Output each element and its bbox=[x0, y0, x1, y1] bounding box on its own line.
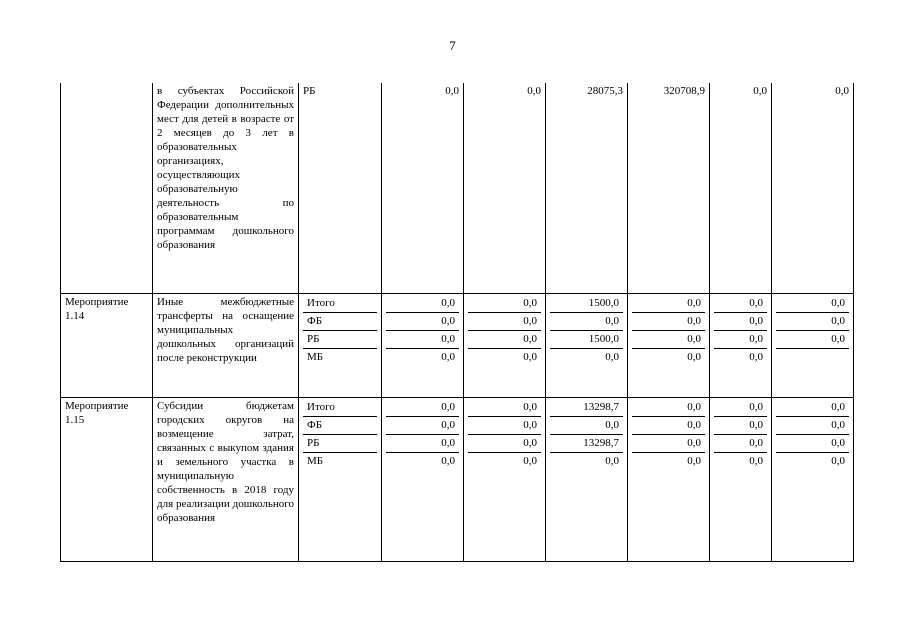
value-cell: 1500,0 bbox=[550, 295, 623, 313]
table-row bbox=[61, 293, 854, 397]
value-cell: 0,0 bbox=[776, 313, 849, 331]
value-cell: 0,0 bbox=[632, 399, 705, 417]
value-cell: 0,0 bbox=[714, 295, 767, 313]
event-description-cell: Иные межбюджетные трансферты на оснащение муниципальных дошкольных организаций после реконструкции bbox=[153, 293, 299, 397]
value-cell: 1500,0 bbox=[550, 331, 623, 349]
budget-table bbox=[60, 83, 854, 562]
value-column bbox=[382, 293, 464, 397]
value-cell: 0,0 bbox=[632, 331, 705, 349]
value-cell: 0,0 bbox=[632, 313, 705, 331]
value-cell: 0,0 bbox=[468, 295, 541, 313]
value-column bbox=[772, 293, 854, 397]
value-cell: 0,0 bbox=[776, 331, 849, 349]
value-cell: 0,0 bbox=[382, 83, 464, 293]
value-cell: 0,0 bbox=[605, 350, 619, 363]
value-cell: 0,0 bbox=[714, 313, 767, 331]
value-column bbox=[464, 397, 546, 561]
value-cell: 28075,3 bbox=[546, 83, 628, 293]
value-cell: 0,0 bbox=[523, 350, 537, 363]
funding-source-label: Итого bbox=[303, 399, 377, 417]
value-cell: 0,0 bbox=[776, 399, 849, 417]
value-column bbox=[628, 397, 710, 561]
value-cell: 0,0 bbox=[714, 435, 767, 453]
value-cell: 0,0 bbox=[468, 313, 541, 331]
value-column bbox=[546, 397, 628, 561]
value-cell: 0,0 bbox=[523, 454, 537, 467]
funding-source-cell bbox=[299, 293, 382, 397]
value-cell: 0,0 bbox=[386, 417, 459, 435]
value-cell: 0,0 bbox=[468, 399, 541, 417]
value-column bbox=[710, 293, 772, 397]
value-cell: 0,0 bbox=[464, 83, 546, 293]
value-cell: 0,0 bbox=[776, 295, 849, 313]
funding-source-label: ФБ bbox=[303, 313, 377, 331]
value-cell: 0,0 bbox=[468, 417, 541, 435]
value-cell: 0,0 bbox=[386, 435, 459, 453]
value-cell: 0,0 bbox=[687, 454, 701, 467]
value-cell: 320708,9 bbox=[628, 83, 710, 293]
value-cell: 0,0 bbox=[714, 331, 767, 349]
value-column bbox=[382, 397, 464, 561]
value-column bbox=[464, 293, 546, 397]
event-name-cell bbox=[61, 83, 153, 293]
funding-source-cell: РБ bbox=[299, 83, 382, 293]
value-column bbox=[772, 397, 854, 561]
funding-source-cell bbox=[299, 397, 382, 561]
value-cell: 0,0 bbox=[632, 417, 705, 435]
value-cell: 0,0 bbox=[632, 295, 705, 313]
value-cell: 0,0 bbox=[632, 435, 705, 453]
value-cell: 0,0 bbox=[386, 295, 459, 313]
funding-source-label: Итого bbox=[303, 295, 377, 313]
value-cell: 0,0 bbox=[468, 435, 541, 453]
table-row bbox=[61, 397, 854, 561]
value-cell: 0,0 bbox=[386, 399, 459, 417]
value-cell: 0,0 bbox=[776, 417, 849, 435]
value-column bbox=[546, 293, 628, 397]
value-cell: 13298,7 bbox=[550, 399, 623, 417]
event-name-cell: Мероприятие 1.14 bbox=[61, 293, 153, 397]
value-cell: 0,0 bbox=[714, 399, 767, 417]
value-cell: 0,0 bbox=[714, 417, 767, 435]
value-cell: 0,0 bbox=[441, 454, 455, 467]
event-name-cell: Мероприятие 1.15 bbox=[61, 397, 153, 561]
value-cell bbox=[776, 349, 849, 366]
value-cell: 0,0 bbox=[605, 454, 619, 467]
value-cell: 0,0 bbox=[749, 350, 763, 363]
funding-source-label: ФБ bbox=[303, 417, 377, 435]
value-column bbox=[710, 397, 772, 561]
value-cell: 0,0 bbox=[687, 350, 701, 363]
value-cell: 0,0 bbox=[550, 417, 623, 435]
value-cell: 13298,7 bbox=[550, 435, 623, 453]
funding-source-label: РБ bbox=[303, 331, 377, 349]
funding-source-label: РБ bbox=[303, 435, 377, 453]
page-number: 7 bbox=[449, 38, 456, 53]
event-description-cell: в субъектах Российской Федерации дополнительных мест для детей в возрасте от 2 месяцев до 3 лет в образовательных организациях, осуществляющих образовательную деятельность по образовательным программам дошкольного образования bbox=[153, 83, 299, 293]
table-row bbox=[61, 83, 854, 293]
value-cell: 0,0 bbox=[776, 435, 849, 453]
value-cell: 0,0 bbox=[386, 331, 459, 349]
funding-source-label: МБ bbox=[307, 350, 324, 363]
value-cell: 0,0 bbox=[386, 313, 459, 331]
value-cell: 0,0 bbox=[441, 350, 455, 363]
event-description-cell: Субсидии бюджетам городских округов на возмещение затрат, связанных с выкупом здания и земельного участка в муниципальную собственность в 2018 году для реализации дошкольного образования bbox=[153, 397, 299, 561]
value-cell: 0,0 bbox=[468, 331, 541, 349]
value-cell: 0,0 bbox=[772, 83, 854, 293]
value-column bbox=[628, 293, 710, 397]
funding-source-label: МБ bbox=[307, 454, 324, 467]
value-cell: 0,0 bbox=[710, 83, 772, 293]
value-cell: 0,0 bbox=[831, 454, 845, 467]
value-cell: 0,0 bbox=[550, 313, 623, 331]
value-cell: 0,0 bbox=[749, 454, 763, 467]
